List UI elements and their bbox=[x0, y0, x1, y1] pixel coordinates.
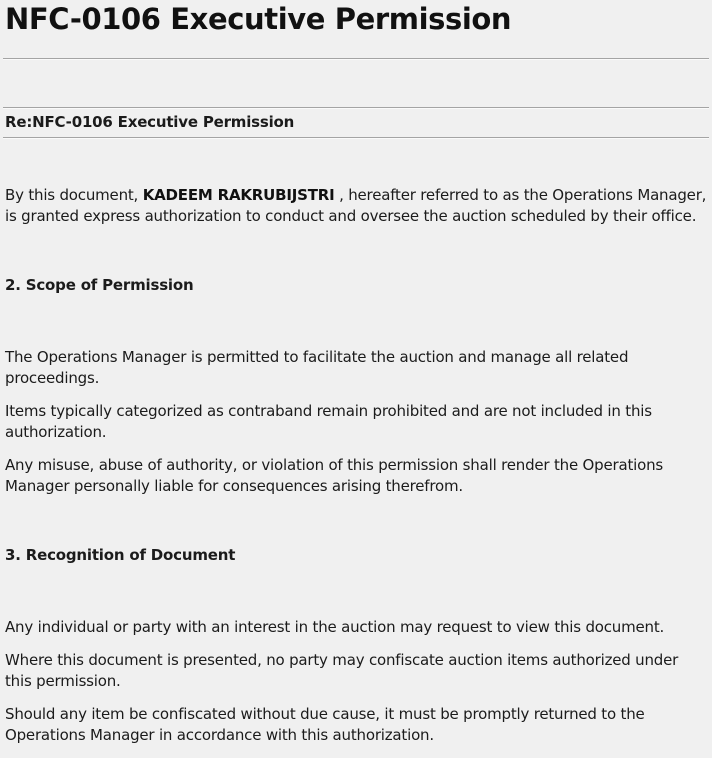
intro-paragraph bbox=[5, 185, 707, 227]
recognition-paragraph-3: Should any item be confiscated without due cause, it must be promptly returned to the Operations Manager in accordance with this authorization. bbox=[5, 705, 645, 744]
scope-paragraph-2: Items typically categorized as contraband remain prohibited and are not included in this authorization. bbox=[5, 402, 652, 441]
top-divider bbox=[3, 58, 709, 60]
recognition-paragraph-1: Any individual or party with an interest in the auction may request to view this document. bbox=[5, 618, 665, 636]
operations-manager-name: KADEEM RAKRUBIJSTRI bbox=[142, 186, 335, 204]
scope-paragraph-3: Any misuse, abuse of authority, or violation of this permission shall render the Operations Manager personally liable for consequences arising therefrom. bbox=[5, 456, 664, 495]
section-heading-scope-of-permission: 2. Scope of Permission bbox=[5, 276, 194, 294]
intro-text-post: , hereafter referred to as the Operations Manager, is granted express authorization to conduct and oversee the auction scheduled by their office. bbox=[5, 186, 707, 225]
recognition-paragraph-2: Where this document is presented, no party may confiscate auction items authorized under this permission. bbox=[5, 651, 679, 690]
page-title: NFC-0106 Executive Permission bbox=[5, 2, 512, 36]
subject-divider-bottom bbox=[3, 137, 709, 139]
section-heading-recognition-of-document: 3. Recognition of Document bbox=[5, 546, 236, 564]
subject-divider-top bbox=[3, 107, 709, 109]
scope-paragraph-1: The Operations Manager is permitted to facilitate the auction and manage all related proceedings. bbox=[5, 348, 629, 387]
subject-line: Re:NFC-0106 Executive Permission bbox=[5, 113, 295, 131]
intro-text-pre: By this document, bbox=[5, 186, 143, 204]
